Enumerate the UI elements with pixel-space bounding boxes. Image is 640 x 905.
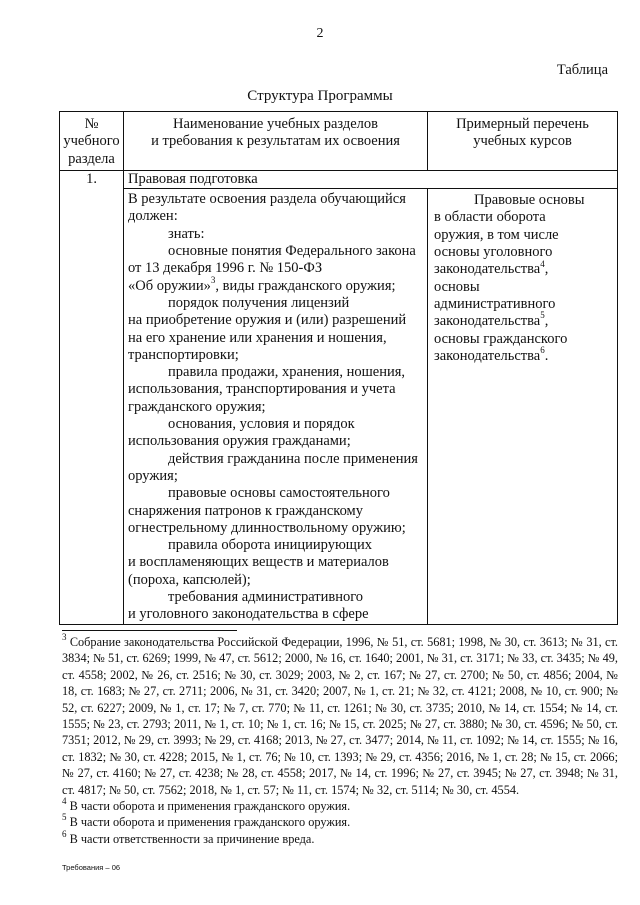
text-line: и воспламеняющих веществ и материалов bbox=[128, 554, 389, 571]
text-line: огнестрельному длинноствольному оружию; bbox=[128, 519, 406, 536]
text-line bbox=[434, 310, 611, 330]
table-title: Структура Программы bbox=[247, 88, 393, 104]
header-line: Наименование учебных разделов bbox=[173, 116, 378, 132]
section-requirements bbox=[124, 189, 428, 624]
text-fragment: «Об оружии» bbox=[128, 277, 211, 294]
text-line: основания, условия и порядок bbox=[168, 416, 355, 433]
footnote-ref: 4 bbox=[540, 258, 545, 269]
text-line: В результате освоения раздела обучающийся bbox=[128, 191, 406, 208]
text-line: и уголовного законодательства в сфере bbox=[128, 606, 369, 623]
footnote bbox=[62, 631, 618, 798]
footnote-divider bbox=[62, 630, 237, 631]
header-section-name bbox=[124, 112, 428, 171]
text-line: действия гражданина после применения bbox=[168, 450, 418, 467]
footnote-mark: 4 bbox=[62, 795, 67, 806]
text-fragment: законодательства bbox=[434, 313, 541, 330]
text-line: использования, транспортирования и учета bbox=[128, 381, 396, 398]
text-line: оружия, в том числе bbox=[434, 226, 559, 243]
text-line: требования административного bbox=[168, 589, 364, 606]
footnote-text: В части оборота и применения гражданского оружия. bbox=[69, 815, 351, 830]
text-line: основы уголовного bbox=[434, 244, 553, 261]
table-caption: Таблица bbox=[556, 62, 608, 78]
footnote-mark: 6 bbox=[62, 828, 67, 839]
text-line: порядок получения лицензий bbox=[168, 294, 350, 311]
header-section-number bbox=[60, 112, 124, 171]
section-number: 1. bbox=[60, 170, 124, 624]
footnote bbox=[62, 795, 618, 814]
header-line: № bbox=[84, 116, 99, 132]
text-line: гражданского оружия; bbox=[128, 398, 266, 415]
text-fragment: , виды гражданского оружия; bbox=[215, 277, 396, 294]
text-line: основные понятия Федерального закона bbox=[168, 243, 416, 260]
header-line: раздела bbox=[68, 150, 115, 167]
footnotes bbox=[62, 631, 618, 847]
text-fragment: , bbox=[544, 261, 549, 278]
text-line bbox=[128, 274, 423, 295]
page-number: 2 bbox=[316, 26, 324, 41]
text-line bbox=[434, 345, 611, 365]
text-line: от 13 декабря 1996 г. № 150-ФЗ bbox=[128, 260, 323, 277]
text-line: знать: bbox=[168, 225, 205, 242]
text-line: снаряжения патронов к гражданскому bbox=[128, 502, 363, 519]
text-line: в области оборота bbox=[434, 209, 546, 226]
text-line: на его хранение или хранения и ношения, bbox=[128, 329, 387, 346]
text-line: использования оружия гражданами; bbox=[128, 433, 351, 450]
header-courses bbox=[428, 112, 618, 171]
text-line: (пороха, капсюлей); bbox=[128, 571, 251, 588]
document-footer: Требования – 06 bbox=[62, 863, 121, 872]
table-row bbox=[60, 170, 618, 188]
text-line: Правовые основы bbox=[474, 192, 585, 209]
table-row bbox=[60, 189, 618, 624]
section-title: Правовая подготовка bbox=[124, 170, 618, 188]
footnote-ref: 3 bbox=[210, 274, 216, 285]
text-line: правовые основы самостоятельного bbox=[168, 485, 390, 502]
text-line: на приобретение оружия и (или) разрешений bbox=[128, 312, 407, 329]
footnote-text: В части оборота и применения гражданского оружия. bbox=[69, 799, 351, 814]
footnote-text: Собрание законодательства Российской Федерации, 1996, № 51, ст. 5681; 1998, № 30, ст. 3613; № 31, ст. 3834; № 51, ст. 6269; 1999, № 47, ст. 5612; 2000, № 16, ст. 1640; 2001, № 31, ст. 3171; № 33, ст. 3435; № 49, ст. 4558; 2002, № 26, ст. 2516; № 30, ст. 3029; 2003, № 2, ст. 167; № 27, ст. 2700; № 50, ст. 4856; 2004, № 18, ст. 1683; № 27, ст. 2711; 2006, № 31, ст. 3420; 2007, № 1, ст. 21; № 32, ст. 4121; 2008, № 10, ст. 900; № 52, ст. 6227; 2009, № 1, ст. 17; № 7, ст. 770; № 11, ст. 1261; № 30, ст. 3735; 2010, № 14, ст. 1554; № 14, ст. 1555; № 23, ст. 2793; 2011, № 1, ст. 10; № 1, ст. 16; № 15, ст. 2025; № 27, ст. 3880; № 30, ст. 4596; № 50, ст. 7351; 2012, № 29, ст. 3993; № 29, ст. 4168; 2013, № 27, ст. 3477; 2014, № 11, ст. 1092; № 14, ст. 1555; № 16, ст. 1832; № 30, ст. 4228; 2015, № 1, ст. 76; № 10, ст. 1393; № 29, ст. 4356; 2016, № 1, ст. 28; № 15, ст. 2066; № 27, ст. 4160; № 27, ст. 4238; № 28, ст. 4558; 2017, № 14, ст. 1996; № 27, ст. 3945; № 27, ст. 3948; № 31, ст. 4817; № 50, ст. 7562; 2018, № 1, ст. 57; № 11, ст. 1574; № 32, ст. 5114; № 30, ст. 4554. bbox=[62, 635, 618, 797]
header-line: учебного bbox=[63, 133, 120, 150]
text-line: транспортировки; bbox=[128, 346, 239, 363]
header-line: учебных курсов bbox=[473, 133, 572, 150]
text-fragment: . bbox=[544, 347, 549, 364]
footnote-ref: 5 bbox=[540, 310, 545, 321]
header-line: и требования к результатам их освоения bbox=[151, 133, 400, 150]
section-courses bbox=[428, 189, 618, 624]
text-line: основы bbox=[434, 278, 480, 295]
footnote bbox=[62, 828, 618, 847]
text-line bbox=[434, 258, 611, 278]
text-line: основы гражданского bbox=[434, 330, 568, 347]
footnote bbox=[62, 814, 618, 830]
text-line: правила оборота инициирующих bbox=[168, 537, 372, 554]
table-header-row bbox=[60, 112, 618, 171]
header-line: Примерный перечень bbox=[456, 116, 589, 132]
text-line: правила продажи, хранения, ношения, bbox=[168, 364, 406, 381]
footnote-ref: 6 bbox=[540, 345, 545, 356]
text-line: должен: bbox=[128, 208, 178, 225]
text-fragment: законодательства bbox=[434, 347, 541, 364]
program-structure-table bbox=[59, 111, 618, 625]
footnote-mark: 3 bbox=[62, 631, 67, 642]
text-line: оружия; bbox=[128, 467, 178, 484]
text-fragment: , bbox=[544, 313, 549, 330]
text-fragment: законодательства bbox=[434, 261, 541, 278]
text-line: административного bbox=[434, 295, 556, 312]
footnote-text: В части ответственности за причинение вреда. bbox=[69, 831, 315, 846]
footnote-mark: 5 bbox=[62, 812, 67, 823]
